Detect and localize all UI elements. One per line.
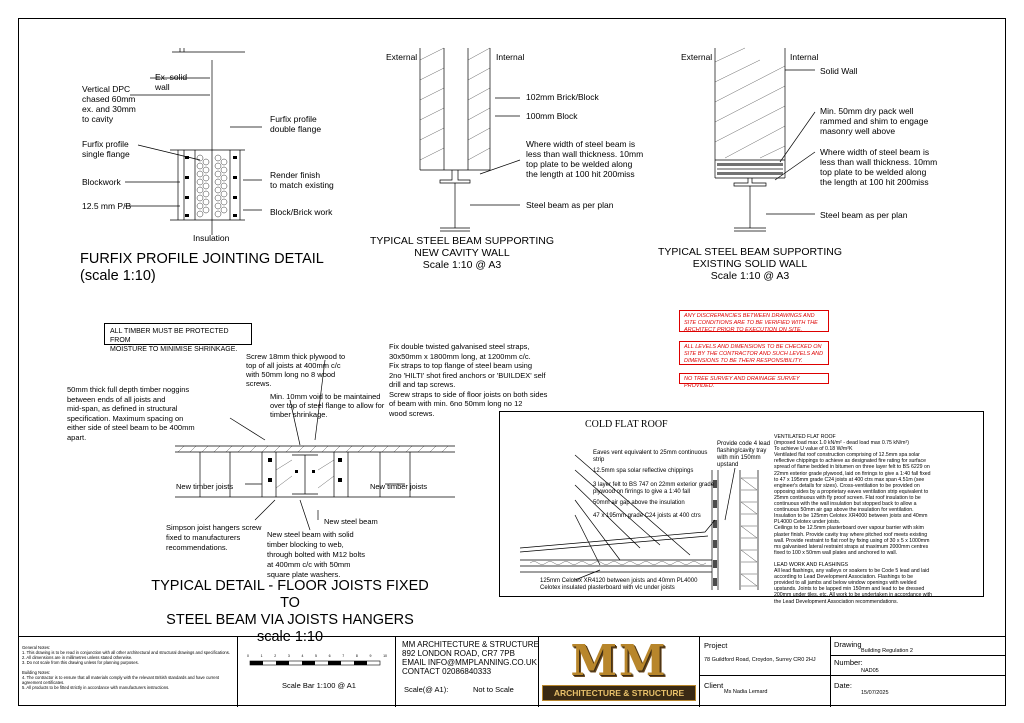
floor-title: TYPICAL DETAIL - FLOOR JOISTS FIXED TO STEEL BEAM VIA JOISTS HANGERS scale 1:10 (151, 578, 429, 645)
number-label: Number: (834, 658, 863, 667)
tb-hline-project (699, 675, 830, 676)
scale-tick: 3 (287, 654, 290, 658)
scale-tick: 0 (247, 654, 249, 658)
label-furfix-double: Furfix profile double flange (270, 114, 322, 134)
warning-levels: ALL LEVELS AND DIMENSIONS TO BE CHECKED ON SITE BY THE CONTRACTOR AND SUCH LEVELS AND DIMENSIONS TO BE THEIR RESPONSIBILITY. (679, 341, 829, 365)
solid-wall-label: Solid Wall (820, 66, 858, 76)
scale-bar (250, 657, 390, 677)
roof-lead-label: Provide code 4 lead flashing/cavity tray with min 150mm upstand (717, 441, 771, 468)
solid-steel-label: Steel beam as per plan (820, 210, 908, 220)
solid-external-label: External (681, 52, 713, 62)
label-render: Render finish to match existing (270, 170, 334, 190)
roof-celotex-label: 125mm Celotex XR4120 between joists and 40mm PL4000 Celotex insulated plasterboard with vlc under joists (540, 578, 698, 591)
roof-title: COLD FLAT ROOF (585, 419, 668, 430)
drawing-value: Building Regulation 2 (861, 648, 913, 654)
general-notes: General Notes: 1. This drawing is to be read in conjunction with all other architectural and structural drawings and specifications. 2. All dimensions are in millimetres unless stated otherwise. 3. Do not scale from this drawing unless for planning purposes. Building Notes: 4. The contractor is to ensure that all materials comply with the relevant British standards and have current agreement certificates. 5. All products to be fitted strictly in accordance with manufacturers instructions. (22, 645, 231, 690)
scale-tick: 9 (369, 654, 372, 658)
solid-note-label: Where width of steel beam is less than wall thickness. 10mm top plate to be welded along the length at 100 hit 200miss (820, 147, 938, 187)
cavity-steel-label: Steel beam as per plan (526, 200, 614, 210)
solid-internal-label: Internal (790, 52, 819, 62)
drawing-label: Drawing (834, 640, 862, 649)
scale-tick: 8 (355, 654, 358, 658)
cavity-scale: Scale 1:10 @ A3 (422, 259, 502, 271)
floor-joists-right-label: New timber joists (370, 482, 428, 491)
cavity-brick-label: 102mm Brick/Block (526, 92, 599, 102)
tb-divider-2 (395, 637, 396, 707)
date-label: Date: (834, 681, 852, 690)
roof-joists-label: 47 x 195mm grade C24 joists at 400 ctrs (593, 513, 701, 519)
floor-joists-left-label: New timber joists (176, 482, 234, 491)
solid-title: TYPICAL STEEL BEAM SUPPORTING EXISTING SOLID WALL (658, 246, 842, 270)
floor-new-beam-label: New steel beam (324, 517, 378, 526)
solid-scale: Scale 1:10 @ A3 (710, 270, 790, 282)
furfix-title: FURFIX PROFILE JOINTING DETAIL (scale 1:10) (80, 251, 324, 284)
floor-blocking-label: New steel beam with solid timber blocking to web, through bolted with M12 bolts at 400mm c/c with 50mm square plate washers. (267, 530, 365, 579)
logo-mark: MM (570, 636, 668, 685)
scale-tick: 5 (315, 654, 317, 658)
warning-discrepancies: ANY DISCREPANCIES BETWEEN DRAWINGS AND SITE CONDITIONS ARE TO BE VERIFIED WITH THE ARCHITECT PRIOR TO EXECUTION ON SITE. (679, 310, 829, 332)
logo-subtitle: ARCHITECTURE & STRUCTURE (542, 685, 696, 701)
cavity-external-label: External (386, 52, 418, 62)
scale-tick: 2 (274, 654, 277, 658)
roof-felt-label: 3 layer felt to BS 747 on 22mm exterior grade plywood on firrings to give a 1:40 fall (593, 482, 715, 495)
company-logo (542, 636, 696, 703)
client-label: Client (704, 681, 724, 690)
scale-bar-ticks (247, 654, 387, 658)
cavity-title: TYPICAL STEEL BEAM SUPPORTING NEW CAVITY WALL (370, 235, 554, 259)
warning-survey: NO TREE SURVEY AND DRAINAGE SURVEY PROVIDED. (679, 373, 829, 384)
cavity-block-label: 100mm Block (526, 111, 578, 121)
cavity-internal-label: Internal (496, 52, 525, 62)
cavity-note-label: Where width of steel beam is less than wall thickness. 10mm top plate to be welded along the length at 100 hit 200miss (526, 139, 644, 179)
floor-screw-ply-label: Screw 18mm thick plywood to top of all joists at 400mm c/c with 50mm long no 8 wood screws. (246, 352, 346, 388)
scale-label: Scale(@ A1): (404, 685, 449, 694)
tb-hline-drawing (830, 655, 1006, 656)
project-label: Project (704, 641, 728, 650)
scale-tick: 6 (328, 654, 331, 658)
scale-tick: 7 (342, 654, 345, 658)
scale-tick: 10 (383, 654, 387, 658)
scale-tick: 4 (301, 654, 304, 658)
project-value: 78 Guildford Road, Croydon, Surrey CR0 2HJ (704, 657, 816, 663)
floor-straps-label: Fix double twisted galvanised steel straps, 30x50mm x 1800mm long, at 1200mm c/c. Fix straps to top flange of steel beam using 2no 'HILTI' shot fired anchors or 'BUILDEX' self drill and tap screws. Screw straps to side of floor joists on both sides of beam with min. 6no 50mm long no 12 wood screws. (389, 342, 548, 418)
solid-drypack-label: Min. 50mm dry pack well rammed and shim to engage masonry well above (820, 106, 929, 136)
roof-spec-text: VENTILATED FLAT ROOF (imposed load max 1.0 kN/m² - dead load max 0.75 kN/m²) To achieve U value of 0.18 W/m²K Ventilated flat roof construction comprising of 12.5mm spa solar reflective chippings to achieve as designated fire rating for surface spread of flame bedded in bitumen on three layer felt to BS 6229 on 22mm exterior grade plywood, laid on firrings to give a 1:40 fall fixed to 47 x 195mm grade C24 joists at 400 ctrs max span 4.51m (see engineer's details for sizes). Cross-ventilation to be provided on opposing sides by a proprietary eaves ventilation strip equivalent to 25mm continuous with fly proof screen. Flat roof insulation to be continuous with the wall insulation but stopped back to allow a continuous 50mm air gap above the insulation for ventilation. Insulation to be 125mm Celotex XR4000 between joists and 40mm PL4000 Celotex under joists. Ceilings to be 12.5mm plasterboard over vapour barrier with skim plaster finish. Provide cavity tray where pitched roof meets existing wall. Provide restraint to flat roof by fixing using of 30 x 5 x 1000mm ms galvanised lateral restraint straps at maximum 2000mm centres fixed to 100 x 50mm wall plates and anchored to wall. LEAD WORK AND FLASHINGS All lead flashings, any valleys or soakers to be Code 5 lead and laid according to Lead Development Association. Flashings to be provided to all jambs and below window openings with welded upstands. Joints to be lapped min 150mm and lead to be dressed 200mm under tiles, etc. All work to be undertaken in accordance with the Lead Development Association recommendations. (774, 434, 933, 605)
client-value: Ms Nadia Lemard (724, 689, 768, 695)
tb-hline-number (830, 675, 1006, 676)
label-furfix-single: Furfix profile single flange (82, 139, 130, 159)
roof-chippings-label: 12.5mm spa solar reflective chippings (593, 468, 694, 474)
company-details: MM ARCHITECTURE & STRUCTURE 892 LONDON ROAD, CR7 7PB EMAIL INFO@MMPLANNING.CO.UK CONTACT 02086840333 (402, 640, 539, 676)
scale-tick: 1 (260, 654, 263, 658)
tb-divider-4 (699, 637, 700, 707)
number-value: NAD05 (861, 668, 879, 674)
label-block-brick: Block/Brick work (270, 207, 333, 217)
roof-airgap-label: 50mm air gap above the insulation (593, 500, 685, 506)
scale-bar-label: Scale Bar 1:100 @ A1 (282, 681, 356, 690)
title-block (18, 636, 1006, 707)
tb-divider-5 (830, 637, 831, 707)
roof-eaves-label: Eaves vent equivalent to 25mm continuous strip (593, 450, 708, 463)
timber-protection-note: ALL TIMBER MUST BE PROTECTED FROM MOISTURE TO MINIMISE SHRINKAGE. (104, 323, 252, 345)
scale-value: Not to Scale (473, 685, 514, 694)
label-ex-solid-wall: Ex. solid wall (155, 72, 188, 92)
tb-divider-1 (237, 637, 238, 707)
label-insulation: Insulation (193, 233, 230, 243)
floor-simpson-label: Simpson joist hangers screw fixed to manufacturers recommendations. (166, 523, 262, 552)
date-value: 15/07/2025 (861, 690, 889, 696)
label-vertical-dpc: Vertical DPC chased 60mm ex. and 30mm to cavity (82, 84, 136, 124)
label-pb: 12.5 mm P/B (82, 201, 132, 211)
floor-noggins-label: 50mm thick full depth timber noggins between ends of all joists and mid-span, as defined in structural specification. Maximum spacing on either side of steel beam to be 400mm apart. (67, 385, 195, 442)
floor-void-label: Min. 10mm void to be maintained over top of steel flange to allow for timber shrinkage. (270, 392, 385, 419)
label-blockwork: Blockwork (82, 177, 121, 187)
